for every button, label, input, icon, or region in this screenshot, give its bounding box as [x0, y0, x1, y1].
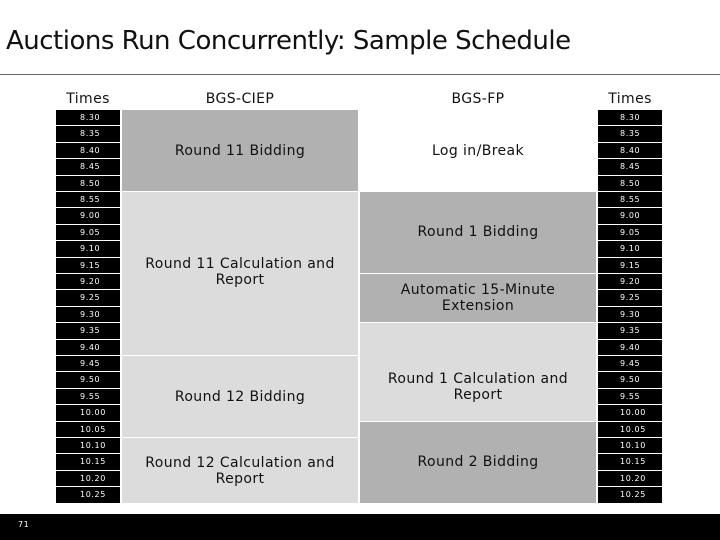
time-cell-right: 9.00 [598, 208, 662, 224]
slide-title: Auctions Run Concurrently: Sample Schedule [6, 26, 571, 56]
time-cell-left: 8.35 [56, 126, 120, 142]
time-cell-left: 9.50 [56, 372, 120, 388]
time-cell-right: 10.00 [598, 405, 662, 421]
time-cell-left: 8.55 [56, 192, 120, 207]
time-cell-left: 9.55 [56, 389, 120, 404]
fp-block: Round 1 Calculation and Report [360, 323, 596, 421]
time-cell-right: 8.55 [598, 192, 662, 207]
time-cell-right: 9.50 [598, 372, 662, 388]
time-cell-right: 8.45 [598, 159, 662, 175]
header-bgs-ciep: BGS-CIEP [122, 88, 358, 110]
time-cell-left: 9.10 [56, 241, 120, 257]
time-cell-right: 10.15 [598, 454, 662, 470]
header-times-left: Times [56, 88, 120, 110]
time-cell-left: 9.25 [56, 290, 120, 306]
time-cell-left: 9.05 [56, 225, 120, 240]
fp-block: Automatic 15-Minute Extension [360, 274, 596, 322]
page-number: 71 [18, 520, 30, 529]
ciep-block: Round 11 Calculation and Report [122, 192, 358, 355]
time-cell-left: 10.15 [56, 454, 120, 470]
footer-bar [0, 514, 720, 540]
time-cell-left: 10.25 [56, 487, 120, 503]
time-cell-right: 9.30 [598, 307, 662, 322]
time-cell-right: 8.30 [598, 110, 662, 125]
time-cell-right: 10.20 [598, 471, 662, 486]
title-divider [0, 74, 720, 75]
header-bgs-fp: BGS-FP [360, 88, 596, 110]
time-cell-left: 9.15 [56, 258, 120, 273]
time-cell-right: 8.50 [598, 176, 662, 191]
time-cell-left: 10.20 [56, 471, 120, 486]
time-cell-right: 10.25 [598, 487, 662, 503]
time-cell-right: 9.40 [598, 340, 662, 355]
time-cell-right: 10.05 [598, 422, 662, 437]
time-cell-right: 9.35 [598, 323, 662, 339]
time-cell-right: 9.20 [598, 274, 662, 289]
fp-block: Round 2 Bidding [360, 422, 596, 503]
time-cell-right: 8.40 [598, 143, 662, 158]
time-cell-left: 8.30 [56, 110, 120, 125]
time-cell-right: 9.15 [598, 258, 662, 273]
time-cell-left: 8.50 [56, 176, 120, 191]
time-cell-left: 8.40 [56, 143, 120, 158]
time-cell-right: 9.45 [598, 356, 662, 371]
time-cell-left: 10.05 [56, 422, 120, 437]
header-times-right: Times [598, 88, 662, 110]
time-cell-right: 8.35 [598, 126, 662, 142]
time-cell-right: 9.55 [598, 389, 662, 404]
ciep-block: Round 12 Calculation and Report [122, 438, 358, 503]
time-cell-left: 9.40 [56, 340, 120, 355]
time-cell-left: 9.35 [56, 323, 120, 339]
time-cell-left: 8.45 [56, 159, 120, 175]
ciep-block: Round 11 Bidding [122, 110, 358, 191]
time-cell-left: 9.00 [56, 208, 120, 224]
fp-block: Log in/Break [360, 110, 596, 191]
time-cell-right: 9.05 [598, 225, 662, 240]
time-cell-right: 9.10 [598, 241, 662, 257]
ciep-block: Round 12 Bidding [122, 356, 358, 437]
time-cell-left: 10.10 [56, 438, 120, 453]
time-cell-left: 9.30 [56, 307, 120, 322]
time-cell-left: 9.20 [56, 274, 120, 289]
time-cell-right: 10.10 [598, 438, 662, 453]
fp-block: Round 1 Bidding [360, 192, 596, 273]
time-cell-right: 9.25 [598, 290, 662, 306]
time-cell-left: 10.00 [56, 405, 120, 421]
time-cell-left: 9.45 [56, 356, 120, 371]
